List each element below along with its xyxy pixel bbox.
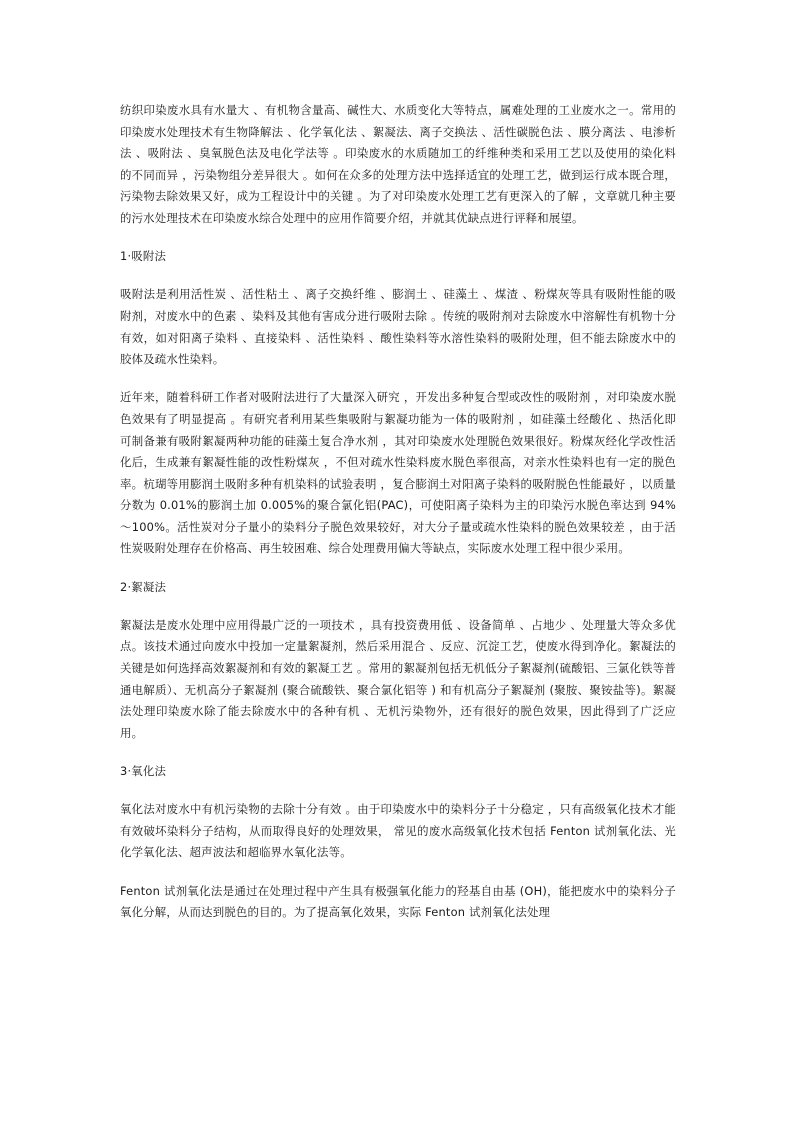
document-body — [120, 100, 676, 940]
section-heading-oxidation: 3·氧化法 — [120, 764, 167, 778]
adsorption-paragraph-1: 吸附法是利用活性炭 、活性粘土 、离子交换纤维 、膨润土 、硅藻土 、煤渣 、粉煤灰等具有吸附性能的吸附剂，对废水中的色素 、染料及其他有害成分进行吸附去除 。传统的吸附剂对去除废水中溶解性有机物十分有效，如对阳离子染料 、直接染料 、活性染料 、酸性染料等水溶性染料的吸附处理，但不能去除废水中的胶体及疏水性染料。 — [120, 287, 676, 367]
section-heading-flocculation: 2·絮凝法 — [120, 579, 167, 594]
intro-paragraph: 纺织印染废水具有水量大 、有机物含量高、碱性大、水质变化大等特点，属难处理的工业废水之一。常用的印染废水处理技术有生物降解法 、化学氧化法 、絮凝法、离子交换法 、活性碳脱色法 、膜分离法 、电渗析法 、吸附法 、臭氧脱色法及电化学法等 。印染废水的水质随加工的纤维种类和采用工艺以及使用的染化料的不同而异 ，污染物组分差异很大 。如何在众多的处理方法中选择适宜的处理工艺，做到运行成本既合理，污染物去除效果又好，成为工程设计中的关键 。为了对印染废水处理工艺有更深入的了解 ，文章就几种主要的污水处理技术在印染废水综合处理中的应用作简要介绍，并就其优缺点进行评释和展望。 — [120, 103, 676, 225]
flocculation-paragraph-1: 絮凝法是废水处理中应用得最广泛的一项技术 ，具有投资费用低 、设备简单 、占地少 、处理量大等众多优点。该技术通过向废水中投加一定量絮凝剂，然后采用混合 、反应、沉淀工艺，使废水得到净化。絮凝法的关键是如何选择高效絮凝剂和有效的絮凝工艺 。常用的絮凝剂包括无机低分子絮凝剂(硫酸铝、三氯化铁等普通电解质）、无机高分子絮凝剂 (聚合硫酸铁、聚合氯化铝等 ) 和有机高分子絮凝剂 (聚胺、聚铵盐等)。絮凝法处理印染废水除了能去除废水中的各种有机 、无机污染物外，还有很好的脱色效果，因此得到了广泛应用。 — [120, 617, 676, 740]
adsorption-paragraph-2: 近年来，随着科研工作者对吸附法进行了大量深入研究 ，开发出多种复合型或改性的吸附剂 ，对印染废水脱色效果有了明显提高 。有研究者利用某些集吸附与絮凝功能为一体的吸附剂 ，如硅藻土经酸化 、热活化即可制备兼有吸附絮凝两种功能的硅藻土复合净水剂 ，其对印染废水处理脱色效果很好。粉煤灰经化学改性活化后，生成兼有絮凝性能的改性粉煤灰 ，不但对疏水性染料废水脱色率很高，对亲水性染料也有一定的脱色率。杭瑚等用膨润土吸附多种有机染料的试验表明 ，复合膨润土对阳离子染料的吸附脱色性能最好 ，以质量分数为 0.01%的膨润土加 0.005%的聚合氯化铝(PAC)，可使阳离子染料为主的印染污水脱色率达到 94%～100%。活性炭对分子量小的染料分子脱色效果较好，对大分子量或疏水性染料的脱色效果较差 ，由于活性炭吸附处理存在价格高、再生较困难、综合处理费用偏大等缺点，实际废水处理工程中很少采用。 — [120, 390, 676, 556]
oxidation-paragraph-2: Fenton 试剂氧化法是通过在处理过程中产生具有极强氧化能力的羟基自由基 (OH)，能把废水中的染料分子氧化分解，从而达到脱色的目的。为了提高氧化效果，实际 Fenton 试剂氧化法处理 — [120, 883, 676, 920]
section-heading-adsorption: 1·吸附法 — [120, 249, 167, 264]
oxidation-paragraph-1: 氧化法对废水中有机污染物的去除十分有效 。由于印染废水中的染料分子十分稳定 ，只有高级氧化技术才能有效破坏染料分子结构，从而取得良好的处理效果， 常见的废水高级氧化技术包括 Fenton 试剂氧化法、光化学氧化法、超声波法和超临界水氧化法等。 — [120, 802, 676, 860]
